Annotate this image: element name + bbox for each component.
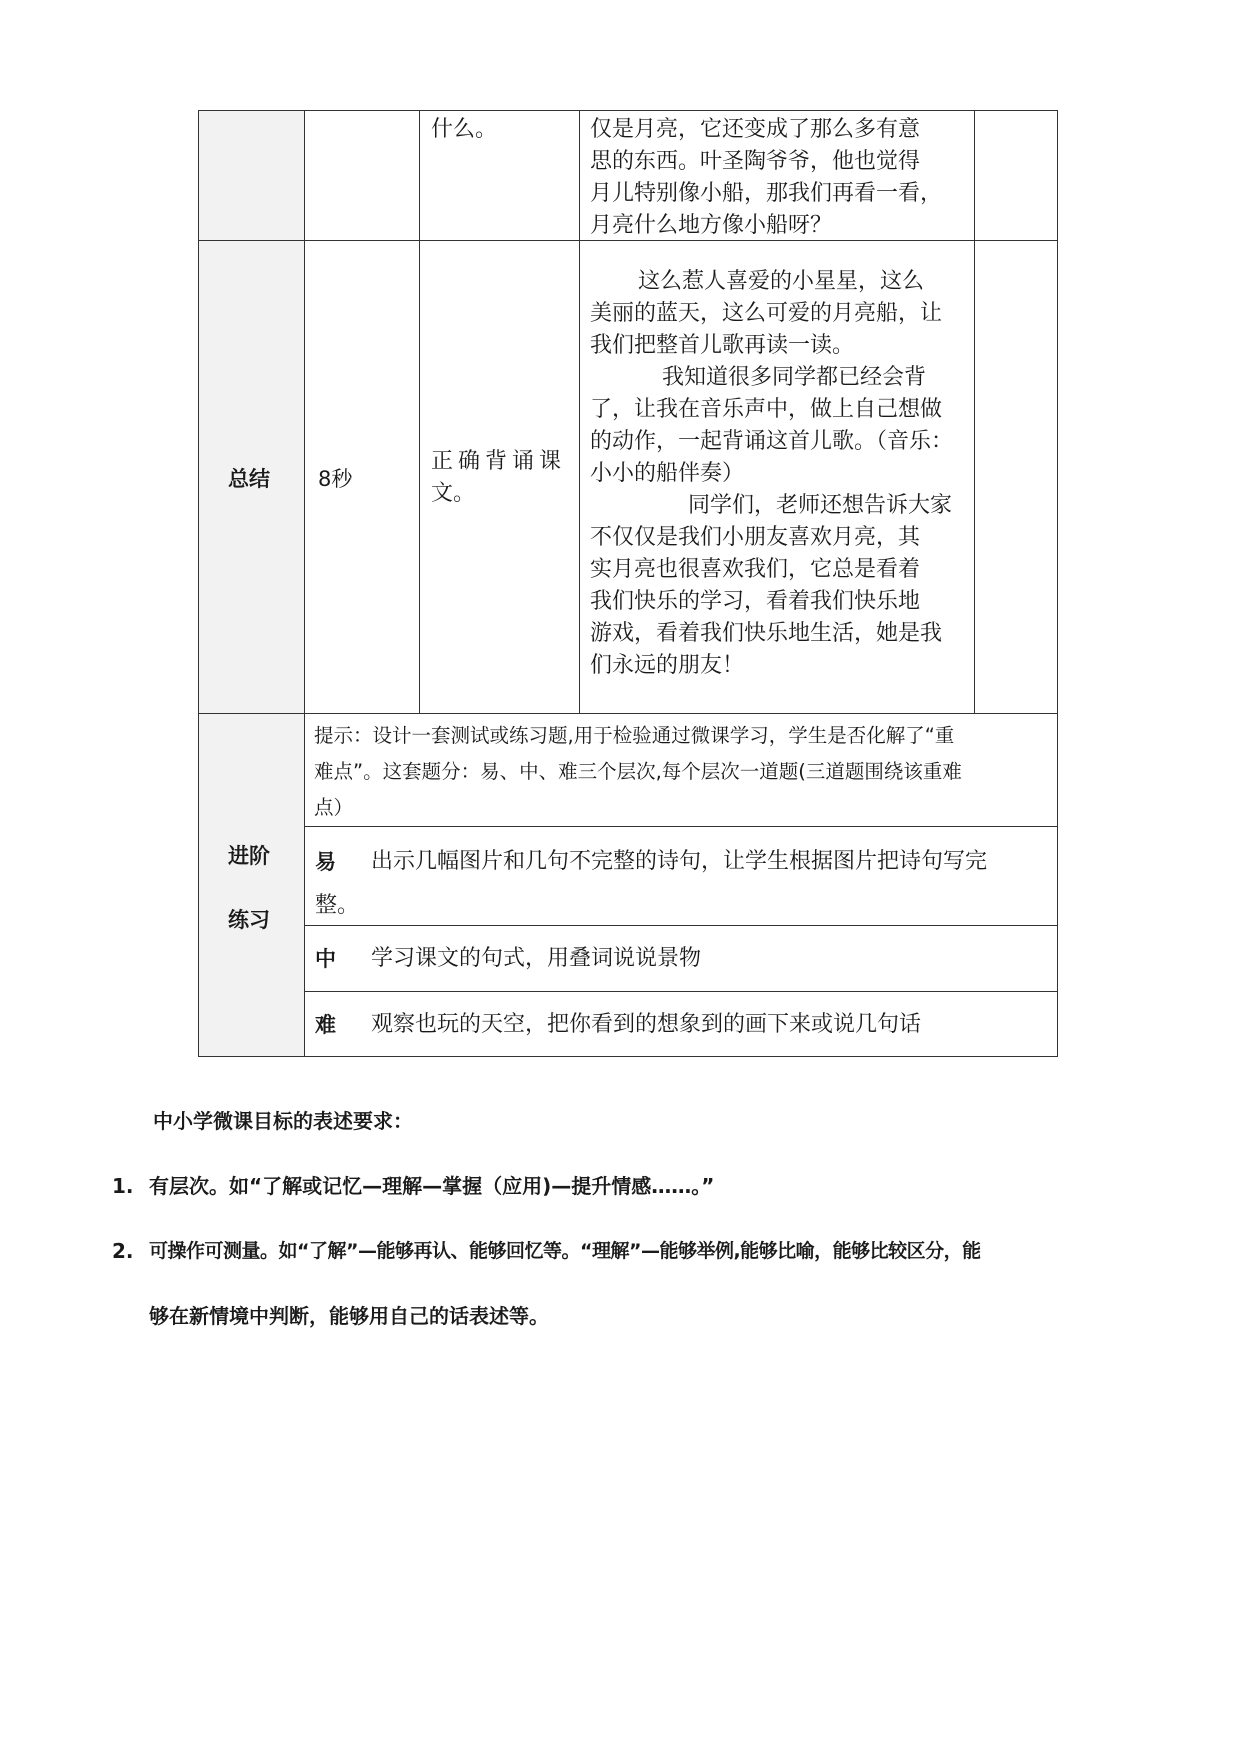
- practice-medium-text: 学习课文的句式，用叠词说说景物: [371, 946, 702, 971]
- top-col1: [198, 110, 305, 241]
- top-col4-line: 月儿特别像小船，那我们再看一看，: [590, 181, 943, 206]
- practice-hard-label: 难: [315, 1013, 336, 1037]
- summary-label: 总结: [228, 467, 270, 491]
- summary-content-line: 游戏，看着我们快乐地生活，她是我: [590, 621, 943, 646]
- practice-hint-line: 提示：设计一套测试或练习题,用于检验通过微课学习，学生是否化解了“重: [314, 724, 955, 747]
- top-col2: [304, 110, 420, 241]
- requirement-2-line: 够在新情境中判断，能够用自己的话表述等。: [149, 1304, 549, 1328]
- practice-easy-text: 整。: [315, 893, 360, 918]
- practice-label-cell: [198, 713, 305, 1057]
- requirement-1-number: 1.: [112, 1174, 134, 1198]
- practice-hard-text: 观察也玩的天空，把你看到的想象到的画下来或说几句话: [371, 1012, 922, 1037]
- summary-content-line: 同学们，老师还想告诉大家: [688, 493, 953, 518]
- top-col4-line: 月亮什么地方像小船呀？: [590, 213, 833, 238]
- summary-content-line: 不仅仅是我们小朋友喜欢月亮，其: [590, 525, 921, 550]
- top-col4-line: 仅是月亮，它还变成了那么多有意: [590, 117, 921, 142]
- top-col4-line: 思的东西。叶圣陶爷爷，他也觉得: [590, 149, 921, 174]
- top-col5: [974, 110, 1058, 241]
- summary-content-line: 的动作，一起背诵这首儿歌。（音乐：: [590, 429, 954, 454]
- summary-content-line: 们永远的朋友！: [590, 653, 745, 678]
- summary-content-line: 小小的船伴奏）: [590, 461, 745, 486]
- summary-content-line: 我们快乐的学习，看着我们快乐地: [590, 589, 921, 614]
- summary-content-line: 美丽的蓝天，这么可爱的月亮船，让: [590, 301, 943, 326]
- top-col3-text: 什么。: [431, 117, 498, 142]
- summary-content-line: 实月亮也很喜欢我们，它总是看着: [590, 557, 921, 582]
- practice-easy-text: 出示几幅图片和几句不完整的诗句，让学生根据图片把诗句写完: [371, 849, 988, 874]
- requirement-1-text: 有层次。如“了解或记忆—理解—掌握（应用)—提升情感……。”: [149, 1174, 715, 1198]
- practice-hint-line: 难点”。这套题分：易、中、难三个层次,每个层次一道题(三道题围绕该重难: [314, 760, 962, 783]
- summary-extra-cell: [974, 240, 1058, 714]
- summary-content-line: 这么惹人喜爱的小星星，这么: [638, 269, 925, 294]
- summary-goal-line: 正确背诵课: [431, 449, 567, 474]
- practice-medium-label: 中: [315, 947, 336, 971]
- summary-content-line: 我们把整首儿歌再读一读。: [590, 333, 855, 358]
- summary-content-line: 了，让我在音乐声中，做上自己想做: [590, 397, 943, 422]
- summary-goal-line: 文。: [431, 481, 476, 506]
- requirement-2-line: 可操作可测量。如“了解”—能够再认、能够回忆等。“理解”—能够举例,能够比喻，能够比较区分，能: [149, 1240, 981, 1262]
- practice-label-line: 进阶: [228, 844, 270, 868]
- requirements-heading: 中小学微课目标的表述要求：: [153, 1109, 413, 1133]
- practice-easy-label: 易: [315, 850, 336, 874]
- summary-content-line: 我知道很多同学都已经会背: [662, 365, 927, 390]
- practice-label-line: 练习: [228, 908, 270, 932]
- summary-time: 8秒: [318, 467, 353, 491]
- practice-hint-line: 点）: [314, 796, 354, 819]
- requirement-2-number: 2.: [112, 1239, 134, 1263]
